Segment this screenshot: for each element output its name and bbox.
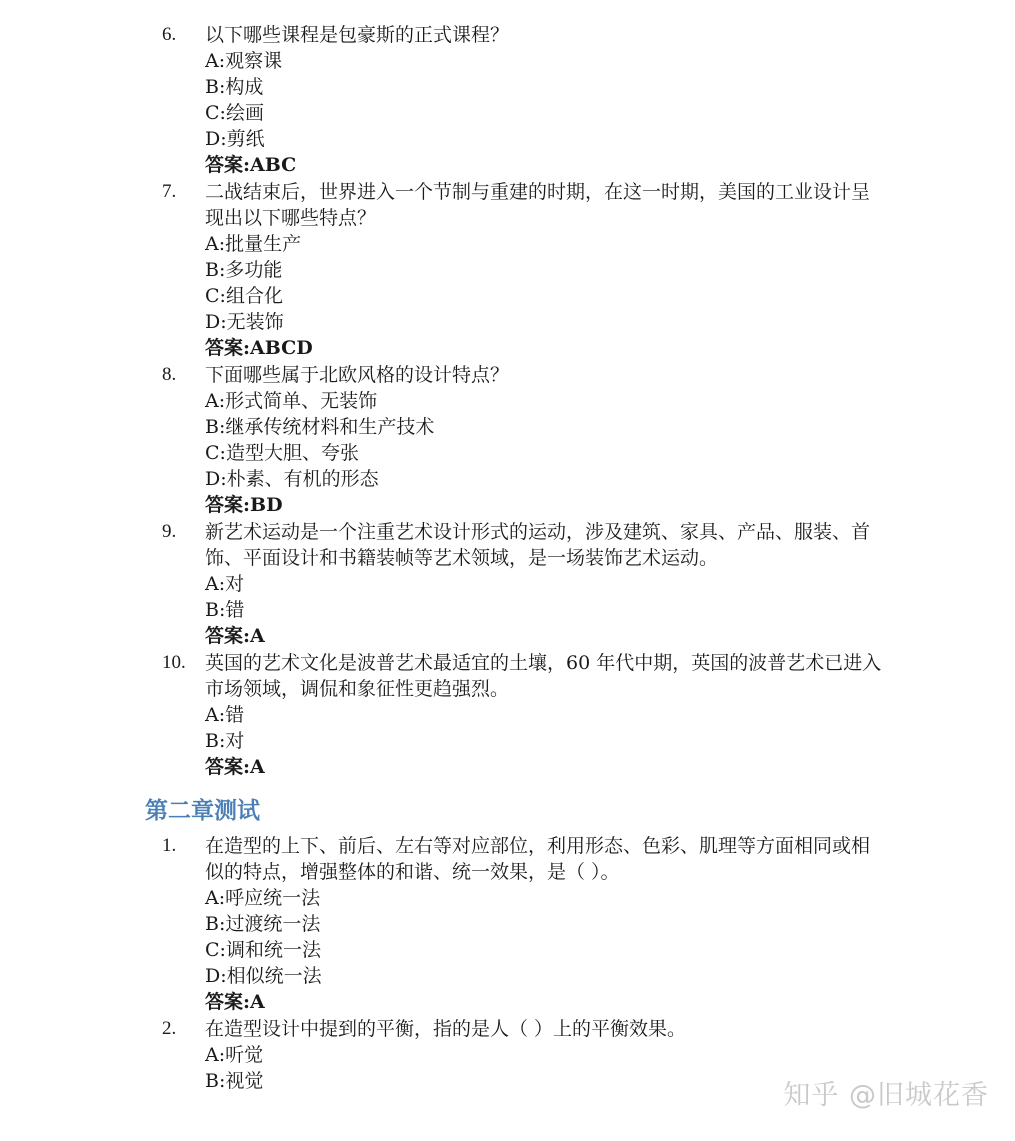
question-text: 下面哪些属于北欧风格的设计特点？ [205, 364, 510, 386]
question-1 [0, 833, 1015, 1016]
watermark: 知乎 @旧城花香 [783, 1080, 989, 1111]
question-number: 6. [162, 24, 177, 45]
option-d: D:剪纸 [205, 128, 265, 150]
question-text: 英国的艺术文化是波普艺术最适宜的土壤，60 年代中期，英国的波普艺术已进入市场领域，调侃和象征性更趋强烈。 [205, 652, 882, 700]
option-a: A:听觉 [205, 1044, 264, 1066]
option-b: B:过渡统一法 [205, 913, 321, 935]
question-10 [0, 650, 1015, 781]
answer: 答案:ABC [205, 154, 297, 176]
question-number: 9. [162, 521, 177, 542]
document-page [0, 22, 1015, 1094]
question-7 [0, 179, 1015, 362]
question-number: 7. [162, 181, 177, 202]
question-6 [0, 22, 1015, 179]
question-text: 二战结束后，世界进入一个节制与重建的时期，在这一时期，美国的工业设计呈现出以下哪些特点？ [205, 181, 871, 229]
answer: 答案:A [205, 991, 265, 1013]
option-d: D:朴素、有机的形态 [205, 468, 379, 490]
option-b: B:构成 [205, 76, 264, 98]
option-a: A:呼应统一法 [205, 887, 321, 909]
question-text: 以下哪些课程是包豪斯的正式课程？ [205, 24, 510, 46]
question-8 [0, 362, 1015, 519]
option-a: A:对 [205, 573, 245, 595]
option-b: B:视觉 [205, 1070, 264, 1092]
question-number: 2. [162, 1018, 177, 1039]
option-c: C:组合化 [205, 285, 283, 307]
answer: 答案:ABCD [205, 337, 313, 359]
chapter1-questions [0, 22, 1015, 781]
option-c: C:绘画 [205, 102, 264, 124]
question-text: 在造型的上下、前后、左右等对应部位，利用形态、色彩、肌理等方面相同或相似的特点，增强整体的和谐、统一效果，是（ ）。 [205, 835, 871, 883]
option-b: B:错 [205, 599, 245, 621]
chapter2-questions [0, 833, 1015, 1094]
question-9 [0, 519, 1015, 650]
option-b: B:多功能 [205, 259, 283, 281]
option-d: D:相似统一法 [205, 965, 322, 987]
option-c: C:调和统一法 [205, 939, 321, 961]
chapter-heading: 第二章测试 [145, 798, 260, 824]
question-number: 1. [162, 835, 177, 856]
option-d: D:无装饰 [205, 311, 284, 333]
question-number: 8. [162, 364, 177, 385]
question-text: 在造型设计中提到的平衡，指的是人（ ）上的平衡效果。 [205, 1018, 687, 1040]
option-a: A:形式简单、无装饰 [205, 390, 378, 412]
question-text: 新艺术运动是一个注重艺术设计形式的运动，涉及建筑、家具、产品、服装、首饰、平面设计和书籍装帧等艺术领域，是一场装饰艺术运动。 [205, 521, 871, 569]
question-number: 10. [162, 652, 186, 673]
option-a: A:观察课 [205, 50, 283, 72]
answer: 答案:A [205, 756, 265, 778]
option-b: B:对 [205, 730, 245, 752]
option-b: B:继承传统材料和生产技术 [205, 416, 435, 438]
answer: 答案:BD [205, 494, 283, 516]
option-a: A:错 [205, 704, 245, 726]
option-a: A:批量生产 [205, 233, 302, 255]
option-c: C:造型大胆、夸张 [205, 442, 359, 464]
answer: 答案:A [205, 625, 265, 647]
